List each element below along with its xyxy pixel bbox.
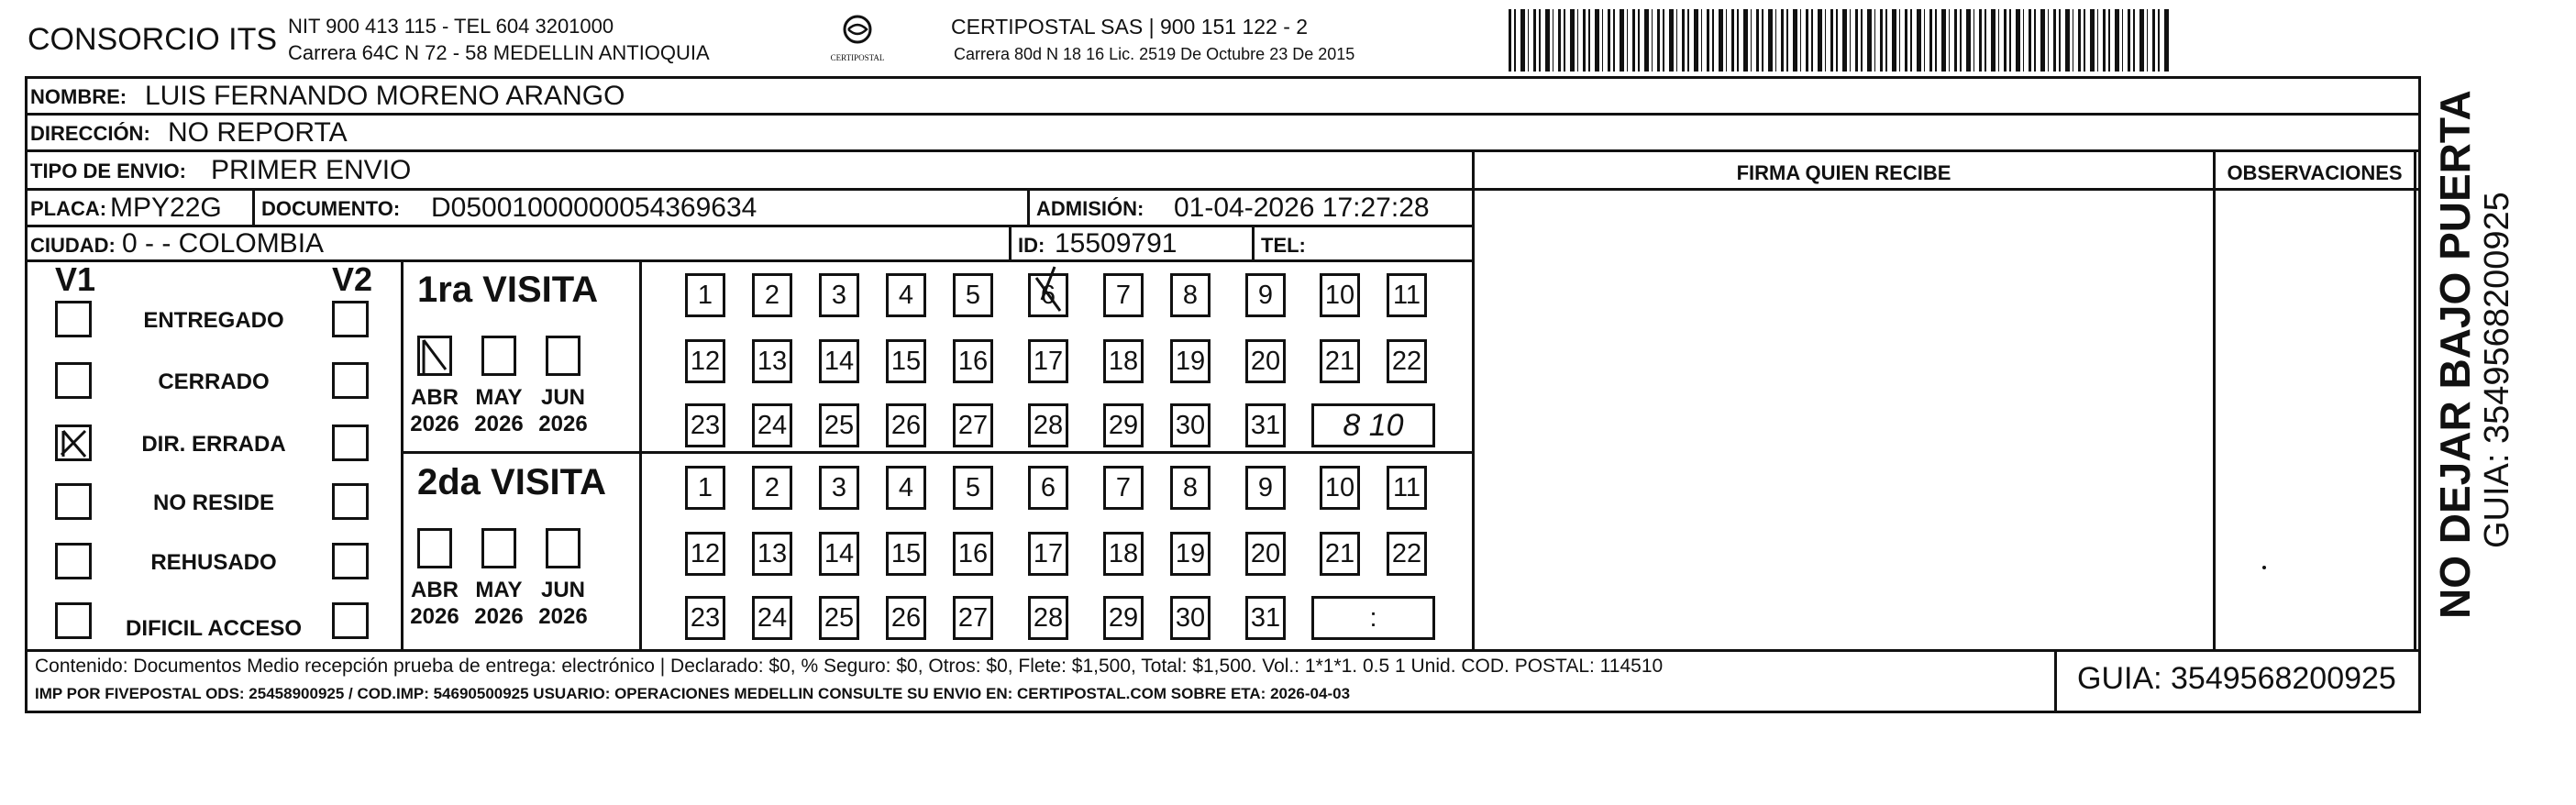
day-box[interactable]: 28 — [1028, 403, 1068, 447]
day-box[interactable]: 29 — [1103, 596, 1144, 640]
visit-title: 1ra VISITA — [417, 270, 599, 310]
day-box[interactable]: 16 — [953, 532, 993, 576]
day-box[interactable]: 3 — [819, 273, 859, 317]
status-option-label: NO RESIDE — [152, 491, 275, 515]
ciudad-label: CIUDAD: — [30, 234, 116, 257]
ciudad-value: 0 - - COLOMBIA — [122, 228, 325, 259]
footer-guia: GUIA: 3549568200925 — [2077, 661, 2396, 696]
v1-checkbox[interactable] — [55, 425, 92, 461]
contenido-text: Contenido: Documentos Medio recepción prueba de entrega: electrónico | Declarado: $0, % Seguro: $0, Otros: $0, Flete: $1,500, Total: $1,500. Vol.: 1*1*1. 0.5 1 Unid. COD. POSTAL: 114510 — [35, 656, 1664, 677]
day-box[interactable]: 31 — [1245, 596, 1286, 640]
day-box[interactable]: 19 — [1170, 532, 1211, 576]
month-checkbox[interactable] — [417, 528, 452, 568]
day-box[interactable]: 4 — [886, 466, 926, 510]
day-box[interactable]: 22 — [1387, 532, 1427, 576]
day-box[interactable]: 20 — [1245, 339, 1286, 383]
check-mark-icon — [420, 338, 449, 373]
placa-label: PLACA: — [30, 197, 107, 220]
day-box[interactable]: 6 — [1028, 273, 1068, 317]
signature-area[interactable] — [1476, 192, 2212, 648]
nombre-value: LUIS FERNANDO MORENO ARANGO — [145, 81, 625, 111]
admision-value: 01-04-2026 17:27:28 — [1174, 193, 1430, 223]
day-box[interactable]: 1 — [685, 466, 725, 510]
v2-checkbox[interactable] — [332, 425, 369, 461]
v1-checkbox[interactable] — [55, 602, 92, 639]
status-option-label: DIFICIL ACCESO — [125, 616, 302, 641]
certipostal-logo: CERTIPOSTAL — [830, 13, 885, 68]
v1-header: V1 — [55, 260, 96, 298]
day-box[interactable]: 22 — [1387, 339, 1427, 383]
firma-header: FIRMA QUIEN RECIBE — [1736, 161, 1951, 184]
day-box[interactable]: 12 — [685, 339, 725, 383]
v1-checkbox[interactable] — [55, 362, 92, 399]
month-checkbox[interactable] — [546, 336, 580, 376]
visit-title: 2da VISITA — [417, 462, 606, 502]
day-box[interactable]: 26 — [886, 596, 926, 640]
day-box[interactable]: 5 — [953, 273, 993, 317]
month-label: JUN 2026 — [538, 578, 588, 629]
v2-checkbox[interactable] — [332, 543, 369, 579]
day-box[interactable]: 11 — [1387, 466, 1427, 510]
day-box[interactable]: 15 — [886, 532, 926, 576]
day-box[interactable]: 17 — [1028, 339, 1068, 383]
id-value: 15509791 — [1055, 228, 1177, 259]
v2-checkbox[interactable] — [332, 483, 369, 520]
month-label: ABR 2026 — [410, 578, 459, 629]
documento-label: DOCUMENTO: — [261, 197, 401, 220]
day-box[interactable]: 8 — [1170, 466, 1211, 510]
v1-checkbox[interactable] — [55, 543, 92, 579]
day-box[interactable]: 5 — [953, 466, 993, 510]
day-box[interactable]: 24 — [752, 596, 792, 640]
imp-text: IMP POR FIVEPOSTAL ODS: 25458900925 / COD.IMP: 54690500925 USUARIO: OPERACIONES MEDELLIN CONSULTE SU ENVIO EN: CERTIPOSTAL.COM SOBRE ETA: 2026-04-03 — [35, 685, 1351, 702]
day-box[interactable]: 25 — [819, 596, 859, 640]
logo-icon — [837, 13, 878, 50]
no-dejar-bajo-puerta: NO DEJAR BAJO PUERTA — [2431, 90, 2479, 619]
day-box[interactable]: 19 — [1170, 339, 1211, 383]
day-box[interactable]: 23 — [685, 596, 725, 640]
month-checkbox[interactable] — [481, 336, 516, 376]
day-box[interactable]: 25 — [819, 403, 859, 447]
day-box[interactable]: 18 — [1103, 339, 1144, 383]
day-box[interactable]: 7 — [1103, 466, 1144, 510]
v2-checkbox[interactable] — [332, 301, 369, 337]
v2-checkbox[interactable] — [332, 602, 369, 639]
day-box[interactable]: 29 — [1103, 403, 1144, 447]
v1-checkbox[interactable] — [55, 301, 92, 337]
day-box[interactable]: 30 — [1170, 596, 1211, 640]
day-box[interactable]: 13 — [752, 532, 792, 576]
tipo-envio-label: TIPO DE ENVIO: — [30, 160, 186, 182]
tel-label: TEL: — [1261, 234, 1306, 257]
day-box[interactable]: 26 — [886, 403, 926, 447]
v2-checkbox[interactable] — [332, 362, 369, 399]
day-box[interactable]: 10 — [1320, 466, 1360, 510]
carrier-license: Carrera 80d N 18 16 Lic. 2519 De Octubre 23 De 2015 — [954, 45, 1355, 63]
month-checkbox[interactable] — [481, 528, 516, 568]
day-box[interactable]: 7 — [1103, 273, 1144, 317]
day-box[interactable]: 17 — [1028, 532, 1068, 576]
day-box[interactable]: 3 — [819, 466, 859, 510]
day-box[interactable]: 28 — [1028, 596, 1068, 640]
documento-value: D05001000000054369634 — [431, 193, 757, 223]
status-option-label: ENTREGADO — [143, 308, 284, 333]
day-box[interactable]: 11 — [1387, 273, 1427, 317]
side-guia: GUIA: 3549568200925 — [2478, 192, 2516, 548]
time-field[interactable]: : — [1311, 596, 1435, 640]
check-mark-icon — [58, 427, 89, 458]
direccion-value: NO REPORTA — [168, 117, 348, 148]
time-field[interactable]: 8 10 — [1311, 403, 1435, 447]
month-label: ABR 2026 — [410, 385, 459, 436]
placa-value: MPY22G — [110, 193, 222, 223]
day-box[interactable]: 18 — [1103, 532, 1144, 576]
month-label: MAY 2026 — [474, 578, 524, 629]
day-box[interactable]: 6 — [1028, 466, 1068, 510]
month-label: JUN 2026 — [538, 385, 588, 436]
day-box[interactable]: 12 — [685, 532, 725, 576]
company-name: CONSORCIO ITS — [28, 22, 278, 57]
month-checkbox[interactable] — [546, 528, 580, 568]
v1-checkbox[interactable] — [55, 483, 92, 520]
day-box[interactable]: 20 — [1245, 532, 1286, 576]
nombre-label: NOMBRE: — [30, 85, 127, 108]
admision-label: ADMISIÓN: — [1036, 197, 1144, 220]
status-option-label: REHUSADO — [150, 550, 277, 575]
day-box[interactable]: 27 — [953, 596, 993, 640]
day-box[interactable]: 10 — [1320, 273, 1360, 317]
day-box[interactable]: 1 — [685, 273, 725, 317]
day-box[interactable]: 23 — [685, 403, 725, 447]
day-box[interactable]: 2 — [752, 466, 792, 510]
day-box[interactable]: 9 — [1245, 466, 1286, 510]
day-box[interactable]: 16 — [953, 339, 993, 383]
observaciones-header: OBSERVACIONES — [2227, 161, 2403, 184]
day-box[interactable]: 21 — [1320, 532, 1360, 576]
month-label: MAY 2026 — [474, 385, 524, 436]
carrier-name: CERTIPOSTAL SAS | 900 151 122 - 2 — [951, 15, 1309, 39]
day-box[interactable]: 21 — [1320, 339, 1360, 383]
day-box[interactable]: 30 — [1170, 403, 1211, 447]
tipo-envio-value: PRIMER ENVIO — [211, 155, 412, 185]
observaciones-area[interactable] — [2217, 192, 2413, 648]
id-label: ID: — [1018, 234, 1045, 257]
day-box[interactable]: 9 — [1245, 273, 1286, 317]
day-box[interactable]: 15 — [886, 339, 926, 383]
status-option-label: DIR. ERRADA — [141, 432, 286, 457]
v2-header: V2 — [332, 260, 373, 298]
day-box[interactable]: 31 — [1245, 403, 1286, 447]
month-checkbox[interactable] — [417, 336, 452, 376]
company-address: Carrera 64C N 72 - 58 MEDELLIN ANTIOQUIA — [288, 41, 710, 64]
day-box[interactable]: 4 — [886, 273, 926, 317]
company-nit: NIT 900 413 115 - TEL 604 3201000 — [288, 15, 614, 38]
barcode — [1509, 9, 2169, 72]
day-box[interactable]: 24 — [752, 403, 792, 447]
direccion-label: DIRECCIÓN: — [30, 122, 150, 145]
day-box[interactable]: 13 — [752, 339, 792, 383]
day-box[interactable]: 27 — [953, 403, 993, 447]
day-box[interactable]: 14 — [819, 532, 859, 576]
status-option-label: CERRADO — [158, 369, 270, 394]
day-box[interactable]: 8 — [1170, 273, 1211, 317]
day-box[interactable]: 14 — [819, 339, 859, 383]
day-box[interactable]: 2 — [752, 273, 792, 317]
